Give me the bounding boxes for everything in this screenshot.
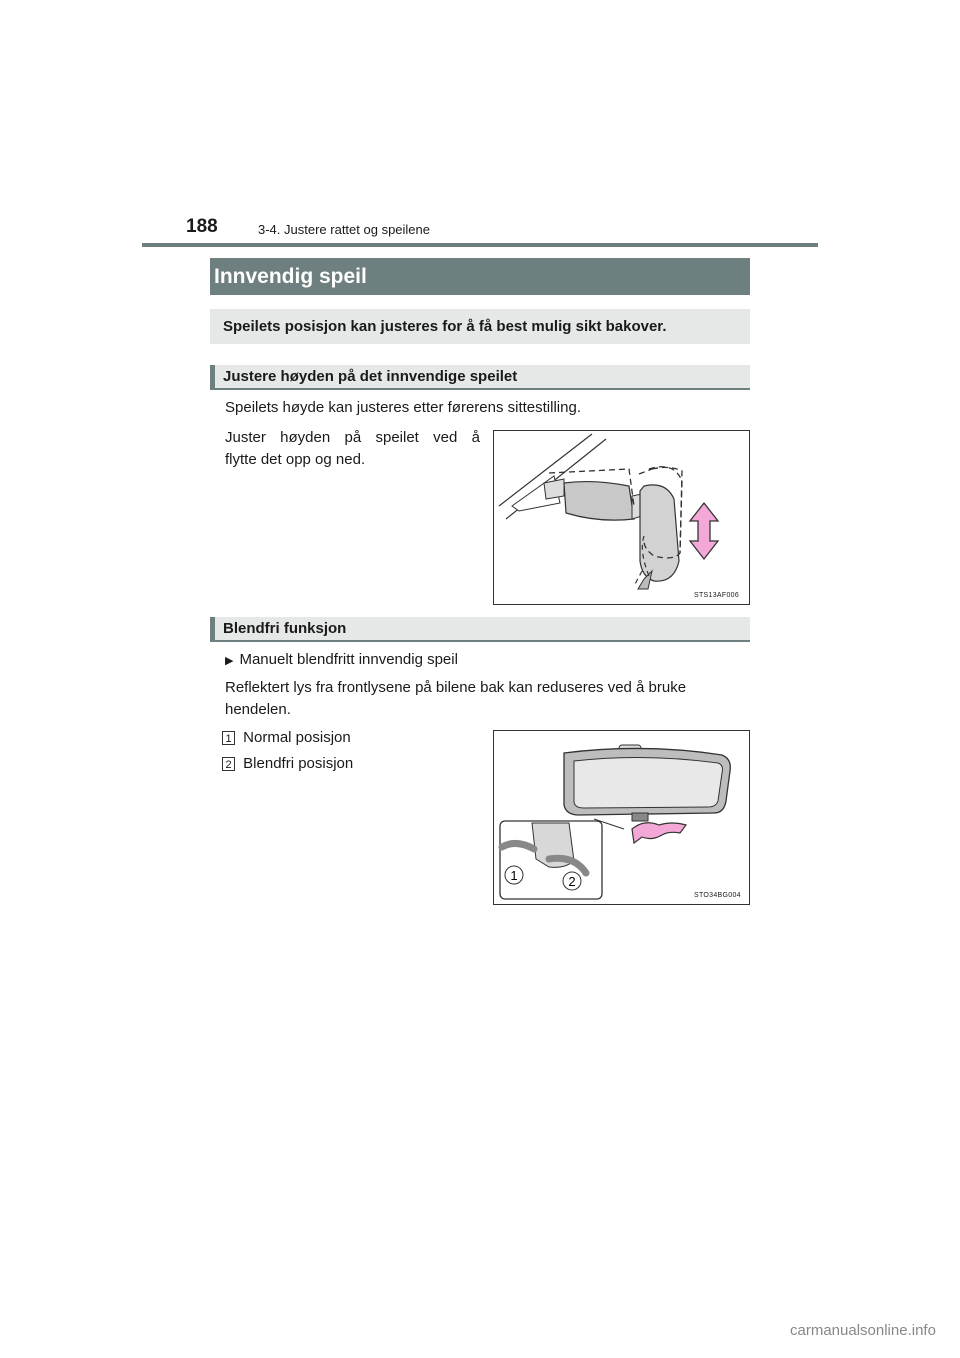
number-badge: 1 (222, 731, 235, 745)
figure-label-2: 2 (568, 874, 576, 889)
watermark: carmanualsonline.info (790, 1322, 936, 1339)
antiglare-bullet (225, 649, 458, 672)
intro-box: Speilets posisjon kan justeres for å få best mulig sikt bakover. (210, 309, 750, 344)
height-instruction-line1: Juster høyden på speilet ved å (225, 429, 480, 446)
heading-antiglare: Blendfri funksjon (210, 617, 750, 642)
antiglare-figure (493, 730, 750, 905)
list-item-label: Blendfri posisjon (243, 755, 354, 772)
figure-code: STO34BG004 (694, 892, 741, 899)
section-breadcrumb: 3-4. Justere rattet og speilene (258, 222, 430, 237)
list-item (222, 727, 351, 749)
bullet-text: Manuelt blendfritt innvendig speil (239, 651, 458, 668)
triangle-bullet-icon: ▶ (225, 655, 234, 667)
up-down-arrow-icon (690, 503, 718, 559)
antiglare-paragraph-line2: hendelen. (225, 701, 291, 718)
height-instruction-line2: flytte det opp og ned. (225, 451, 366, 468)
number-badge: 2 (222, 757, 235, 771)
rearview-mirror-illustration (494, 731, 749, 904)
header-rule (142, 243, 818, 247)
lever-arrow-icon (632, 823, 686, 843)
antiglare-paragraph-line1: Reflektert lys fra frontlysene på bilene bak kan reduseres ved å bruke (225, 679, 687, 696)
list-item (222, 753, 353, 775)
mirror-height-illustration (494, 431, 749, 604)
mirror-height-figure (493, 430, 750, 605)
list-item-label: Normal posisjon (243, 729, 351, 746)
page-number: 188 (186, 216, 218, 237)
height-paragraph: Speilets høyde kan justeres etter førerens sittestilling. (225, 399, 581, 416)
figure-code: STS13AF006 (694, 592, 740, 599)
heading-adjust-height: Justere høyden på det innvendige speilet (210, 365, 750, 390)
page-title: Innvendig speil (210, 258, 750, 295)
figure-label-1: 1 (510, 868, 518, 883)
